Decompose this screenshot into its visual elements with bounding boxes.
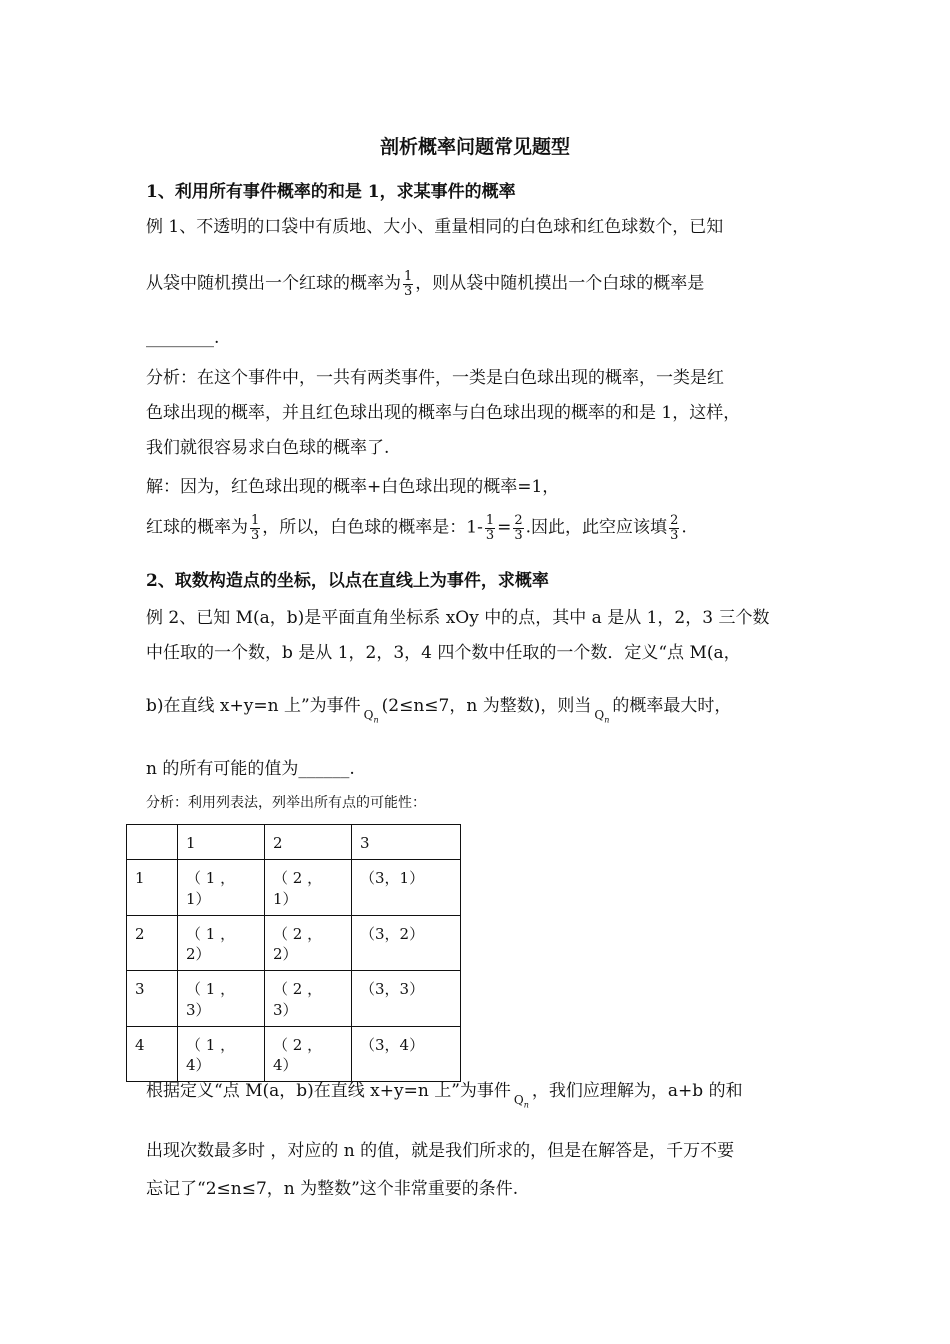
- table-cell: [265, 915, 352, 971]
- fraction-one-third: [250, 514, 260, 542]
- table-header-cell: 1: [178, 825, 265, 860]
- cell-line: 2）: [186, 945, 211, 963]
- event-q-symbol: [364, 709, 379, 724]
- event-q-subscript: n: [523, 1100, 529, 1110]
- cell-line: 4）: [186, 1056, 211, 1074]
- table-cell: [178, 915, 265, 971]
- table-row-label: 4: [127, 1026, 178, 1082]
- table-cell: （3，3）: [352, 971, 461, 1027]
- fraction-denominator: 3: [251, 527, 260, 543]
- solution1-text-d: .因此，此空应该填: [525, 517, 668, 538]
- table-row: [127, 915, 461, 971]
- example2-line4: n 的所有可能的值为______.: [146, 759, 355, 779]
- table-header-cell: [127, 825, 178, 860]
- fraction-denominator: 3: [514, 527, 523, 543]
- cell-line: 3）: [186, 1000, 211, 1019]
- cell-line: （ 1 ，: [186, 869, 236, 888]
- cell-line: （ 2 ，: [273, 980, 323, 999]
- cell-line: 1）: [186, 889, 211, 908]
- fraction-numerator: 1: [404, 269, 413, 284]
- fraction-two-thirds: [513, 514, 523, 542]
- fraction-numerator: 1: [485, 513, 495, 528]
- after-table-line1: [146, 1083, 743, 1109]
- fraction-two-thirds: [669, 514, 679, 542]
- fraction-numerator: 2: [514, 513, 523, 528]
- example2-line3-text-b: (2≤n≤7，n 为整数)，则当: [381, 696, 592, 716]
- fraction-denominator: 3: [485, 527, 495, 543]
- points-table: [126, 824, 461, 1082]
- example2-line2: 中任取的一个数，b 是从 1，2，3，4 四个数中任取的一个数．定义“点 M(a，: [146, 643, 741, 663]
- analysis1-line2: 色球出现的概率，并且红色球出现的概率与白色球出现的概率的和是 1，这样，: [146, 403, 741, 423]
- section1-heading: 1、利用所有事件概率的和是 1，求某事件的概率: [146, 182, 516, 202]
- table-cell: [178, 971, 265, 1027]
- example2-line3: [146, 698, 731, 724]
- example2-line3-text-a: b)在直线 x+y=n 上”为事件: [146, 696, 361, 716]
- analysis2-intro: 分析：利用列表法，列举出所有点的可能性：: [146, 795, 426, 811]
- fraction-denominator: 3: [404, 283, 413, 299]
- fraction-denominator: 3: [670, 527, 679, 543]
- event-q-subscript: n: [604, 715, 610, 725]
- after-table-line2: 出现次数最多时 ，对应的 n 的值，就是我们所求的，但是在解答是，千万不要: [146, 1141, 735, 1161]
- event-q-subscript: n: [373, 715, 379, 725]
- cell-line: （ 2 ，: [273, 1035, 323, 1054]
- table-row-label: 2: [127, 915, 178, 971]
- cell-line: （ 1 ，: [186, 924, 236, 943]
- fraction-one-third: [485, 514, 495, 542]
- after-line1-text-a: 根据定义“点 M(a，b)在直线 x+y=n 上”为事件: [146, 1081, 511, 1101]
- table-header-row: [127, 825, 461, 860]
- solution1-text-e: .: [681, 517, 687, 538]
- cell-line: 2）: [273, 945, 298, 963]
- table-cell: （3，2）: [352, 915, 461, 971]
- table-cell: [178, 860, 265, 916]
- table-cell: [265, 1026, 352, 1082]
- solution1-line1: 解：因为，红色球出现的概率+白色球出现的概率=1，: [146, 477, 560, 497]
- solution1-equals: =: [497, 517, 512, 538]
- table-cell: [265, 971, 352, 1027]
- table-header-cell: 3: [352, 825, 461, 860]
- table-cell: [178, 1026, 265, 1082]
- solution1-line2: [146, 514, 687, 542]
- table-cell: （3，1）: [352, 860, 461, 916]
- analysis1-line1: 分析：在这个事件中，一共有两类事件，一类是白色球出现的概率，一类是红: [146, 368, 724, 388]
- cell-line: （ 1 ，: [186, 1035, 236, 1054]
- solution1-text-b: ，所以，白色球的概率是：1-: [262, 517, 483, 538]
- event-q-letter: Q: [363, 708, 374, 722]
- example1-line2: [146, 270, 704, 298]
- analysis1-line3: 我们就很容易求白色球的概率了.: [146, 438, 390, 458]
- example2-line3-text-c: 的概率最大时，: [612, 696, 732, 716]
- example1-answer-blank: ________.: [146, 328, 220, 348]
- fraction-numerator: 1: [251, 513, 260, 528]
- fraction-numerator: 2: [670, 513, 679, 528]
- solution1-text-a: 红球的概率为: [146, 517, 248, 538]
- cell-line: （ 2 ，: [273, 869, 323, 888]
- example1-line1: 例 1、不透明的口袋中有质地、大小、重量相同的白色球和红色球数个，已知: [146, 217, 724, 237]
- table-row: [127, 1026, 461, 1082]
- event-q-symbol: [514, 1094, 529, 1109]
- table-row-label: 3: [127, 971, 178, 1027]
- cell-line: 4）: [273, 1056, 298, 1074]
- example2-line1: 例 2、已知 M(a，b)是平面直角坐标系 xOy 中的点，其中 a 是从 1，2，3 三个数: [146, 608, 770, 628]
- cell-line: （ 2 ，: [273, 924, 323, 943]
- table-row: [127, 860, 461, 916]
- cell-line: 3）: [273, 1000, 298, 1019]
- after-line1-text-b: ，我们应理解为，a+b 的和: [531, 1081, 743, 1101]
- section2-heading: 2、取数构造点的坐标，以点在直线上为事件，求概率: [146, 571, 549, 591]
- example1-line2-text-b: ，则从袋中随机摸出一个白球的概率是: [415, 273, 705, 294]
- cell-line: （ 1 ，: [186, 980, 236, 999]
- after-table-line3: 忘记了“2≤n≤7，n 为整数”这个非常重要的条件.: [146, 1179, 519, 1199]
- table-row: [127, 971, 461, 1027]
- table-header-cell: 2: [265, 825, 352, 860]
- cell-line: 1）: [273, 889, 298, 908]
- page-title: 剖析概率问题常见题型: [379, 136, 570, 158]
- event-q-letter: Q: [594, 708, 605, 722]
- table-cell: （3，4）: [352, 1026, 461, 1082]
- table-row-label: 1: [127, 860, 178, 916]
- event-q-letter: Q: [513, 1093, 524, 1107]
- event-q-symbol: [594, 709, 609, 724]
- table-cell: [265, 860, 352, 916]
- example1-line2-text-a: 从袋中随机摸出一个红球的概率为: [146, 273, 401, 294]
- fraction-one-third: [403, 270, 413, 298]
